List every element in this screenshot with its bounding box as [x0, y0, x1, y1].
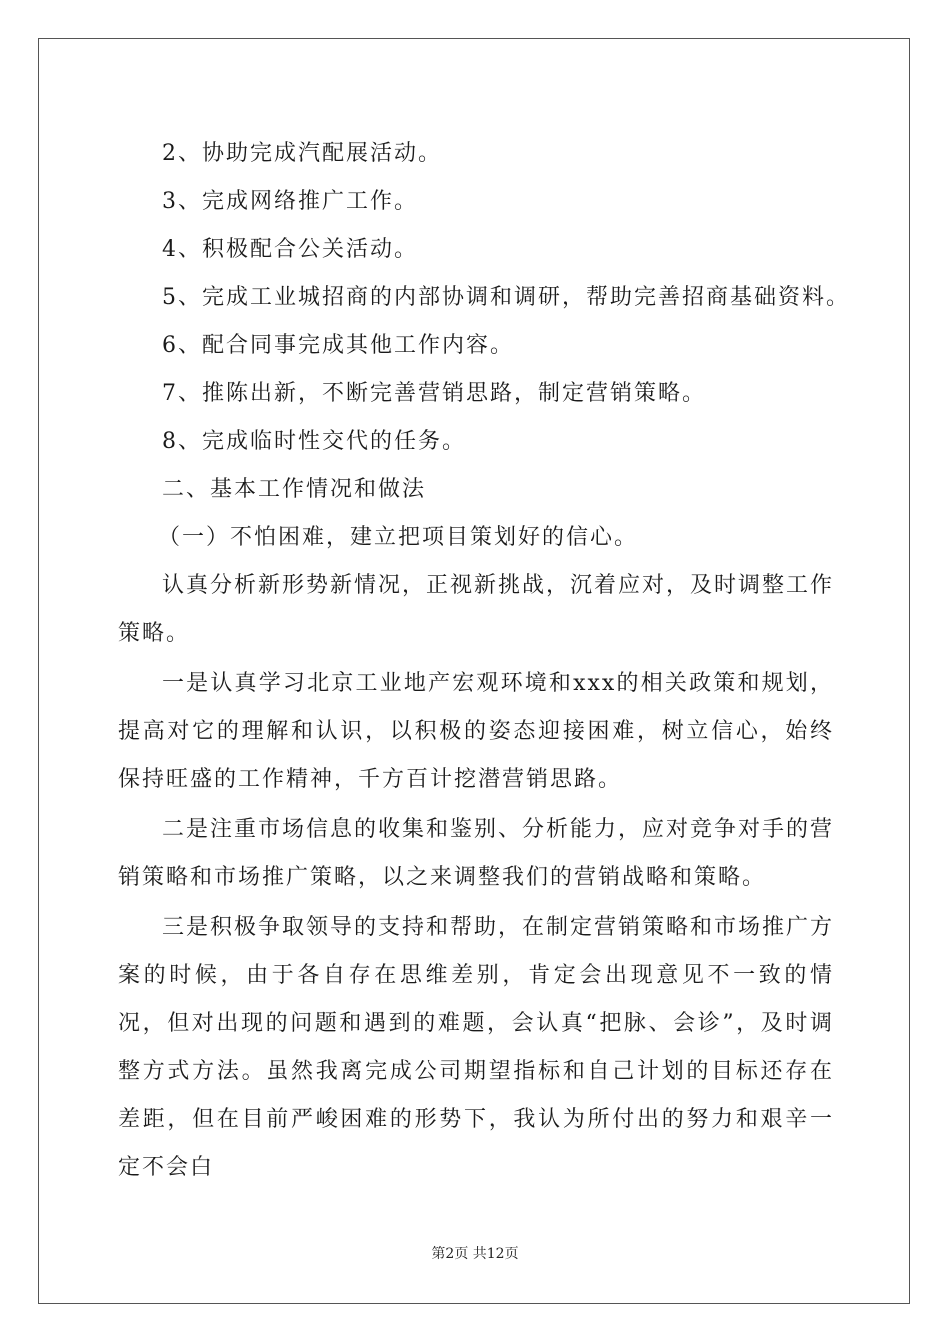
- list-item: 2、协助完成汽配展活动。: [162, 141, 442, 166]
- paragraph: 认真分析新形势新情况，正视新挑战，沉着应对，及时调整工作策略。: [118, 573, 835, 646]
- paragraph: 一是认真学习北京工业地产宏观环境和xxx的相关政策和规划，提高对它的理解和认识，以积极的姿态迎接困难，树立信心，始终保持旺盛的工作精神，千方百计挖潜营销思路。: [118, 671, 834, 792]
- paragraph: 三是积极争取领导的支持和帮助，在制定营销策略和市场推广方案的时候，由于各自存在思维差别，肯定会出现意见不一致的情况，但对出现的问题和遇到的难题，会认真“把脉、会诊”，及时调整方式方法。虽然我离完成公司期望指标和自己计划的目标还存在差距，但在目前严峻困难的形势下，我认为所付出的努力和艰辛一定不会白: [118, 915, 835, 1180]
- list-item: 7、推陈出新，不断完善营销思路，制定营销策略。: [162, 381, 706, 406]
- page-number-footer: 第2页 共12页: [431, 1246, 519, 1262]
- document-body: [118, 130, 850, 1192]
- paragraph: 二是注重市场信息的收集和鉴别、分析能力，应对竞争对手的营销策略和市场推广策略，以之来调整我们的营销战略和策略。: [118, 817, 835, 890]
- section-heading: 二、基本工作情况和做法: [162, 477, 427, 502]
- subsection-heading: （一）不怕困难，建立把项目策划好的信心。: [158, 525, 639, 550]
- list-item: 4、积极配合公关活动。: [162, 237, 418, 262]
- list-item: 6、配合同事完成其他工作内容。: [162, 333, 514, 358]
- list-item: 3、完成网络推广工作。: [162, 189, 418, 214]
- list-item: 8、完成临时性交代的任务。: [162, 429, 466, 454]
- list-item: 5、完成工业城招商的内部协调和调研，帮助完善招商基础资料。: [162, 285, 850, 310]
